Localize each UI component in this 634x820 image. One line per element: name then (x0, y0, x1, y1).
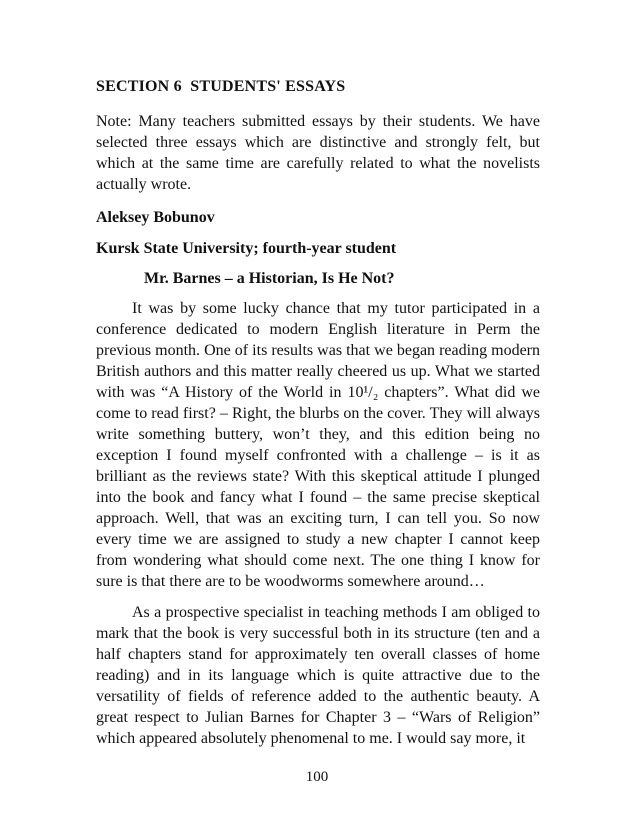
section-heading: SECTION 6 STUDENTS' ESSAYS (96, 78, 346, 95)
page-number: 100 (305, 769, 329, 785)
author-affiliation: Kursk State University; fourth-year student (96, 240, 397, 257)
essay-title: Mr. Barnes – a Historian, Is He Not? (144, 270, 395, 287)
essay-paragraph-1: It was by some lucky chance that my tutor participated in a conference dedicated to modern English literature in Perm the previous month. One of its results was that we began reading modern British authors and this matter really cheered us up. What we started with was “A History of the World in 10¹/₂ chapters”. What did we come to read first? – Right, the blurbs on the cover. They will always write something buttery, won’t they, and this edition being no exception I found myself confronted with a challenge – is it as brilliant as the reviews state? With this skeptical attitude I plunged into the book and fancy what I found – the same precise skeptical approach. Well, that was an exciting turn, I can tell you. So now every time we are assigned to study a new chapter I cannot keep from wondering what should come next. The one thing I know for sure is that there are to be woodworms somewhere around… (96, 300, 540, 590)
note-paragraph: Note: Many teachers submitted essays by their students. We have selected three essays which are distinctive and strongly felt, but which at the same time are carefully related to what the novelists actually wrote. (96, 113, 540, 193)
author-name: Aleksey Bobunov (96, 209, 215, 226)
essay-paragraph-2: As a prospective specialist in teaching methods I am obliged to mark that the book is very successful both in its structure (ten and a half chapters stand for approximately ten overall classes of home reading) and in its language which is quite attractive due to the versatility of fields of reference added to the authentic beauty. A great respect to Julian Barnes for Chapter 3 – “Wars of Religion” which appeared absolutely phenomenal to me. I would say more, it (96, 604, 540, 747)
